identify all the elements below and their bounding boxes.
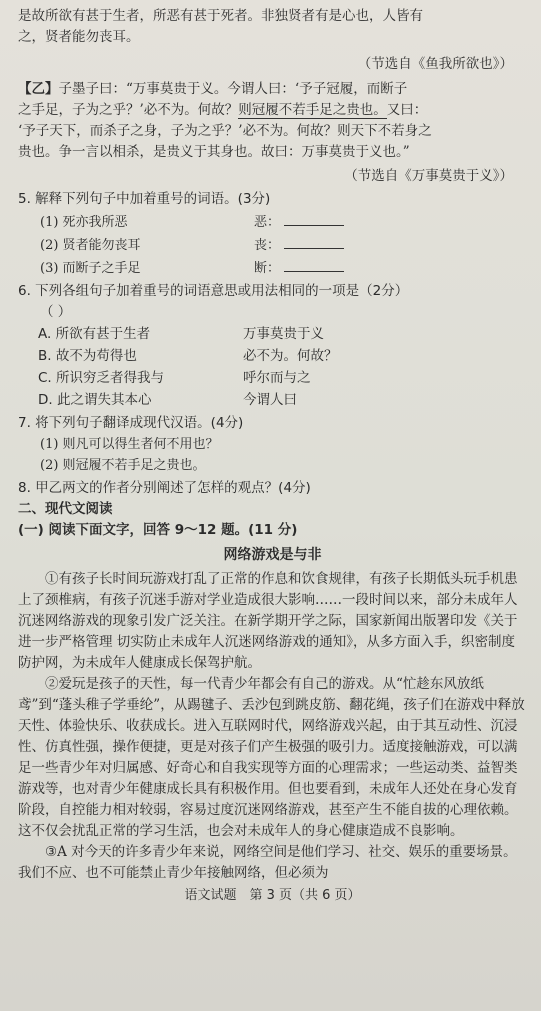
passage-b-line: 【乙】子墨子曰：“万事莫贵于义。今谓人曰：‘予子冠履，而断子 <box>18 81 408 97</box>
passage-line: 是故所欲有甚于生者，所恶有甚于死者。非独贤者有是心也，人皆有 <box>18 8 423 24</box>
essay-title: 网络游戏是与非 <box>223 547 322 563</box>
essay-paragraph: ①有孩子长时间玩游戏打乱了正常的作息和饮食规律，有孩子长期低头玩手机患上了颈椎病，有孩子沉迷手游对学业造成很大影响……一段时间以来，部分未成年人沉迷网络游戏的现象引发广泛关注。在新学期开学之际，国家新闻出版署印发《关于进一步严格管理 切实防止未成年人沉迷网络游戏的通知》，从多方面入手，织密制度防护网，为未成年人健康成长保驾护航。 <box>18 571 518 671</box>
q6-option: D. 此之谓失其本心 今谓人曰 <box>38 392 297 408</box>
source-citation: （节选自《万事莫贵于义》） <box>344 168 513 184</box>
q6-option: A. 所欲有甚于生者 万事莫贵于义 <box>38 326 324 342</box>
essay-paragraph: ③A 对今天的许多青少年来说，网络空间是他们学习、社交、娱乐的重要场景。我们不应、也不可能禁止青少年接触网络，但必须为 <box>18 844 517 881</box>
q5-item: (2) 贤者能勿丧耳 丧： <box>40 233 527 256</box>
section-subheading: (一) 阅读下面文字，回答 9～12 题。(11 分) <box>18 522 298 538</box>
passage-b-line: ‘予子天下，而杀子之身，子为之乎？’必不为。何故？则天下不若身之 <box>18 123 432 139</box>
answer-blank[interactable] <box>284 210 344 226</box>
passage-line: 之，贤者能勿丧耳。 <box>18 29 140 45</box>
passage-b-label: 【乙】 <box>18 81 59 97</box>
question-6-stem: 6. 下列各组句子加着重号的词语意思或用法相同的一项是（2分） <box>18 283 409 299</box>
q6-option: B. 故不为苟得也 必不为。何故？ <box>38 348 338 364</box>
answer-blank[interactable] <box>284 233 344 249</box>
page-footer: 语文试题 第 3 页（共 6 页） <box>184 888 361 903</box>
q7-item: (1) 则凡可以得生者何不用也？ <box>40 437 219 452</box>
q5-item: (3) 而断子之手足 断： <box>40 256 527 279</box>
passage-b-line: 之手足，子为之乎？’必不为。何故？则冠履不若手足之贵也。又曰： <box>18 102 428 118</box>
q7-item: (2) 则冠履不若手足之贵也。 <box>40 458 206 473</box>
question-5-stem: 5. 解释下列句子中加着重号的词语。(3分) <box>18 191 271 207</box>
passage-b-line: 贵也。争一言以相杀，是贵义于其身也。故曰：万事莫贵于义也。” <box>18 144 410 160</box>
section-heading: 二、现代文阅读 <box>18 501 113 517</box>
essay-paragraph: ②爱玩是孩子的天性，每一代青少年都会有自己的游戏。从“忙趁东风放纸鸢”到“蓬头稚子学垂纶”，从踢毽子、丢沙包到跳皮筋、翻花绳，孩子们在游戏中释放天性、体验快乐、收获成长。进入互联网时代，网络游戏兴起，由于其互动性、沉浸性、仿真性强，操作便捷，更是对孩子们产生极强的吸引力。适度接触游戏，可以满足一些青少年对归属感、好奇心和自我实现等方面的心理需求；一些运动类、益智类游戏等，也对青少年健康成长具有积极作用。但也要看到，未成年人还处在身心发育阶段，自控能力相对较弱，容易过度沉迷网络游戏，甚至产生不能自拔的心理依赖。这不仅会扰乱正常的学习生活，也会对未成年人的身心健康造成不良影响。 <box>18 676 525 839</box>
question-8-stem: 8. 甲乙两文的作者分别阐述了怎样的观点？(4分) <box>18 480 311 496</box>
q5-item: (1) 死亦我所恶 恶： <box>40 210 527 233</box>
underlined-sentence: 则冠履不若手足之贵也。 <box>238 102 387 118</box>
source-citation: （节选自《鱼我所欲也》） <box>357 56 513 72</box>
q6-option: C. 所识穷乏者得我与 呼尔而与之 <box>38 370 311 386</box>
question-6-paren: （ ） <box>40 304 72 320</box>
answer-blank[interactable] <box>284 256 344 272</box>
question-7-stem: 7. 将下列句子翻译成现代汉语。(4分) <box>18 415 244 431</box>
